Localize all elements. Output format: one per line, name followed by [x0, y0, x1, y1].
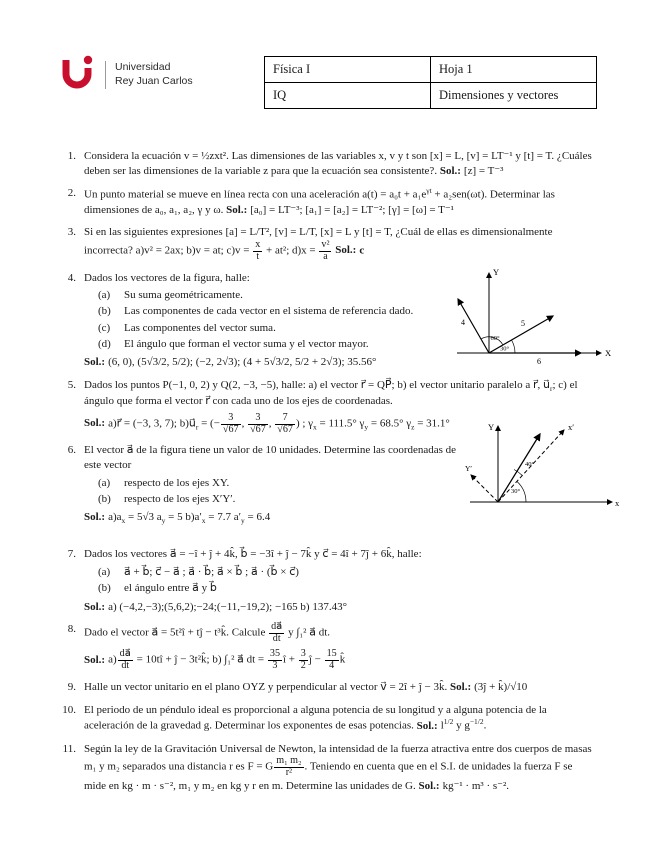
problem-body: [84, 742, 597, 794]
problem-text: ; c) el ángulo que forma el vector r⃗ con cada uno de los ejes de coordenadas.: [84, 378, 578, 408]
problem-text: El periodo de un péndulo ideal es proporcional a alguna potencia de su longitud y a alguna potencia de la aceleración de la gravedad g. Determinar los exponentes de esas potencias.: [84, 703, 547, 733]
sol-text: a): [108, 653, 117, 666]
fraction-numerator: 3: [255, 411, 261, 423]
sol-label: Sol.:: [416, 720, 438, 733]
subitem-label: (a): [98, 566, 111, 579]
problem-2: [58, 186, 597, 217]
fraction: [269, 622, 284, 645]
problem-number: 6.: [67, 444, 76, 457]
problem-number: 1.: [67, 150, 76, 162]
sol-label: Sol.:: [84, 600, 106, 613]
exponent: γt: [426, 186, 432, 196]
sol-label: Sol.:: [335, 244, 357, 257]
subitem-b: [98, 581, 597, 596]
fraction-denominator: √67: [277, 423, 293, 435]
fraction-denominator: a: [319, 251, 331, 263]
subscript-z: z: [411, 422, 415, 432]
solution-line: [84, 600, 597, 615]
subitem-label: (b): [98, 582, 111, 595]
fraction: [319, 240, 331, 263]
problem-3: [58, 225, 597, 262]
sol-label: Sol.:: [439, 164, 461, 177]
problem-number: 2.: [67, 187, 76, 200]
vector-4-label: 4: [461, 317, 465, 327]
sol-label: Sol.:: [84, 417, 106, 429]
problem-body: [84, 680, 597, 695]
sol-label: Sol.:: [84, 356, 106, 369]
subitem-text: a⃗ + b⃗; c⃗ − a⃗ ; a⃗ · b⃗; a⃗ × b⃗ ; a⃗ · (b⃗ × c⃗): [124, 566, 299, 579]
fraction: [248, 413, 268, 436]
fraction-numerator: 35: [269, 648, 280, 660]
logo-line1: Universidad: [115, 61, 171, 74]
subscript-r: r: [195, 422, 199, 432]
subitem-text: El ángulo que forman el vector suma y el vector mayor.: [124, 337, 369, 350]
exponent: 1/2: [443, 717, 454, 727]
sol-text: = 31.1°: [414, 417, 450, 429]
sol-text: ) ; γ: [295, 417, 314, 429]
fraction-denominator: dt: [269, 633, 284, 645]
header-table: [264, 56, 597, 109]
fraction-denominator: 4: [325, 660, 339, 672]
problem-number: 7.: [67, 548, 76, 561]
fraction-denominator: 3: [268, 660, 282, 672]
problem-text: Dado el vector a⃗ = 5t²î + tĵ − t³k̂. Calcule: [84, 626, 269, 639]
problem-text: Un punto material se mueve en línea recta con una aceleración a(t) = a₀t + a₁e: [84, 188, 427, 201]
problem-body: [84, 149, 597, 178]
fraction-denominator: √67: [222, 423, 239, 435]
exponent: −1/2: [469, 717, 484, 727]
problem-text: Dados los vectores de la figura, halle:: [84, 271, 250, 284]
subitem-text: Las componentes de cada vector en el sistema de referencia dado.: [124, 305, 414, 318]
solution-line: [84, 649, 597, 672]
problem-text: Dados los puntos P(−1, 0, 2) y Q(2, −3, −5), halle: a) el vector r⃗ = QP⃗; b) el vector unitario paralelo a r⃗, u⃗: [84, 378, 550, 391]
logo-line2: Rey Juan Carlos: [115, 75, 193, 87]
problem-text: Considera la ecuación v = ½zxt². Las dimensiones de las variables x, v y t son [x] = L, [v] = LT⁻¹ y [t] = T. ¿Cuáles deben ser las dimensiones de la variable z para que la ecuación sea consistente?.: [84, 150, 592, 177]
subscript-y: y: [241, 516, 245, 526]
fraction-numerator: 3: [228, 411, 234, 423]
sol-text: ,: [241, 417, 248, 429]
fraction-numerator: v²: [321, 238, 330, 250]
fraction-numerator: 7: [282, 411, 288, 423]
subscript-x: x: [201, 516, 206, 526]
problem-text: Según la ley de la Gravitación Universal de Newton, la intensidad de la fuerza atractiva entre dos cuerpos de masas m₁ y m₂ separados una distancia r es F = G: [84, 742, 592, 773]
sol-text: = 5 b)a′: [165, 511, 202, 524]
sol-value: [z] = T⁻³: [463, 164, 504, 177]
subitem-list: [84, 565, 597, 596]
x-prime-axis-label: x′: [568, 422, 575, 433]
problem-text: Si en las siguientes expresiones [a] = L/T², [v] = L/T, [x] = L y [t] = T, ¿Cuál de ellas es dimensionalmente incorrecta? a)v² = 2ax; b)v = at; c)v =: [84, 226, 553, 257]
sol-text: = (−: [198, 417, 220, 429]
problem-body: [84, 186, 597, 217]
angle-30-arc: [512, 340, 516, 353]
sol-value: (6, 0), (5√3/2, 5/2); (−2, 2√3); (4 + 5√3/2, 5/2 + 2√3); 35.56°: [108, 356, 377, 369]
fraction: [118, 649, 133, 672]
sol-value: a) (−4,2,−3);(5,6,2);−24;(−11,−19,2); −165 b) 137.43°: [108, 600, 347, 613]
sol-text: .: [483, 720, 487, 733]
problem-body: [84, 266, 612, 370]
fraction: [274, 756, 303, 779]
fraction: [299, 649, 308, 672]
sol-label: Sol.:: [418, 780, 440, 793]
subitem-label: (b): [98, 492, 111, 505]
problem-text: + at²; d)x =: [263, 244, 319, 257]
problem-10: [58, 703, 597, 734]
fraction-denominator: 2: [300, 660, 306, 672]
problem-text: Halle un vector unitario en el plano OYZ y perpendicular al vector v⃗ = 2î + ĵ − 3k̂.: [84, 681, 448, 694]
angle-60-label: 60°: [490, 334, 500, 342]
sol-text: = 7.7 a′: [205, 511, 242, 524]
problem-text: + a₂sen(ωt). Determinar las dimensiones de a₀, a₁, a₂, γ y ω.: [84, 188, 555, 216]
fraction: [268, 649, 282, 672]
figure-vectors-problem4: [445, 263, 615, 377]
y-prime-axis: [471, 475, 498, 502]
subitem-label: (a): [98, 289, 111, 302]
fraction-numerator: x: [255, 238, 261, 250]
problem-number: 8.: [67, 623, 76, 636]
problem-text: . Teniendo en cuenta que en el S.I. de unidades la fuerza F se mide en kg · m · s⁻², m₁ y m₂ en kg y r en m. Determine las unidades de G.: [84, 760, 573, 793]
problem-text: y ∫₁² a⃗ dt.: [285, 626, 331, 639]
angle-40-label: 40°: [525, 461, 535, 469]
degree-name: IQ: [265, 83, 431, 109]
sol-label: Sol.:: [84, 653, 106, 666]
problem-1: [58, 149, 597, 178]
subitem-text: respecto de los ejes X′Y′.: [124, 492, 236, 505]
fraction-denominator: t: [253, 251, 262, 263]
vector-5-label: 5: [521, 318, 525, 328]
subscript-r: r: [549, 384, 553, 394]
sol-value: c: [359, 244, 365, 257]
university-logo: [58, 54, 193, 96]
problem-text: Dados los vectores a⃗ = −î + ĵ + 4k̂, b⃗ = −3î + ĵ − 7k̂ y c⃗ = 4î + 7ĵ + 6k̂, halle:: [84, 548, 422, 561]
y-axis-label: Y: [488, 422, 495, 433]
sol-value: (3ĵ + k̂)/√10: [474, 681, 528, 694]
fraction-denominator: √67: [250, 423, 266, 435]
fraction-numerator: 3: [300, 648, 306, 660]
fraction: [275, 413, 295, 436]
subitem-label: (d): [98, 337, 111, 350]
subitem-a: [98, 565, 597, 580]
fraction: [253, 240, 262, 263]
university-name: [105, 61, 193, 88]
figure-vector-problem6: [464, 418, 622, 536]
problem-number: 9.: [67, 681, 76, 694]
problem-9: [58, 680, 597, 695]
sol-text: ĵ −: [308, 653, 324, 666]
fraction-numerator: 15: [326, 648, 337, 660]
problem-11: [58, 742, 597, 794]
sol-label: Sol.:: [450, 681, 472, 694]
problem-number: 10.: [62, 703, 76, 716]
subitem-label: (a): [98, 476, 111, 489]
subitem-text: el ángulo entre a⃗ y b⃗: [124, 582, 217, 595]
angle-30-label: 30°: [511, 488, 521, 496]
sol-value: kg⁻¹ · m³ · s⁻².: [442, 780, 509, 793]
sol-text: a)a: [108, 511, 122, 524]
y-axis-label: Y: [493, 266, 500, 277]
fraction-denominator: dt: [118, 660, 133, 672]
subscript-x: x: [313, 422, 317, 432]
problem-text: El vector a⃗ de la figura tiene un valor de 10 unidades. Determine las coordenadas de este vector: [84, 444, 457, 472]
problem-list: [0, 109, 655, 794]
fraction-denominator: r²: [274, 767, 303, 779]
sheet-number: Hoja 1: [431, 57, 597, 83]
sol-text: ,: [268, 417, 275, 429]
vector-6-label: 6: [537, 356, 541, 366]
fraction: [221, 413, 241, 436]
sol-text: a)r⃗ = (−3, 3, 7); b)u⃗: [108, 417, 196, 429]
problem-body: [84, 547, 597, 614]
problem-number: 11.: [62, 742, 76, 755]
problem-body: [84, 703, 597, 734]
problem-4: [58, 266, 612, 370]
header: [0, 0, 655, 109]
sheet-topic: Dimensiones y vectores: [431, 83, 597, 109]
problem-7: [58, 547, 597, 614]
sol-text: = 6.4: [244, 511, 271, 524]
problem-number: 5.: [67, 378, 76, 391]
sol-label: Sol.:: [84, 511, 106, 524]
sol-label: Sol.:: [226, 203, 248, 216]
subscript-y: y: [364, 422, 369, 432]
fraction-numerator: da⃗: [119, 648, 131, 660]
fraction-numerator: m₁ m₂: [276, 755, 302, 767]
subscript-x: x: [121, 516, 126, 526]
subitem-label: (c): [98, 321, 111, 334]
subscript-y: y: [161, 516, 166, 526]
sol-text: k̂: [339, 653, 346, 666]
course-name: Física I: [265, 57, 431, 83]
subitem-text: Las componentes del vector suma.: [124, 321, 276, 334]
problem-8: [58, 622, 597, 672]
sol-text: y g: [453, 720, 470, 733]
problem-body: [84, 622, 597, 672]
sol-text: = 111.5° γ: [316, 417, 365, 429]
sol-text: l: [440, 720, 444, 733]
fraction: [325, 649, 339, 672]
fraction-numerator: da⃗: [271, 621, 283, 633]
sol-text: = 68.5° γ: [368, 417, 412, 429]
sol-text: î +: [283, 653, 298, 666]
problem-number: 3.: [67, 226, 76, 239]
problem-number: 4.: [67, 271, 76, 284]
angle-30-label: 30°: [500, 345, 510, 353]
urjc-logo-icon: [58, 54, 96, 96]
y-prime-axis-label: Y′: [465, 464, 473, 474]
sol-value: [a₀] = LT⁻³; [a₁] = [a₂] = LT⁻²; [γ] = [ω] = T⁻¹: [250, 203, 454, 216]
subitem-text: respecto de los ejes XY.: [124, 476, 230, 489]
sol-text: = 10tî + ĵ − 3t²k̂; b) ∫₁² a⃗ dt =: [133, 653, 267, 666]
subitem-text: Su suma geométricamente.: [124, 289, 243, 302]
subitem-label: (b): [98, 305, 111, 318]
x-axis-label: x: [615, 498, 620, 509]
problem-body: [84, 225, 597, 262]
sol-text: = 5√3 a: [125, 511, 162, 524]
x-axis-label: X: [605, 347, 612, 358]
